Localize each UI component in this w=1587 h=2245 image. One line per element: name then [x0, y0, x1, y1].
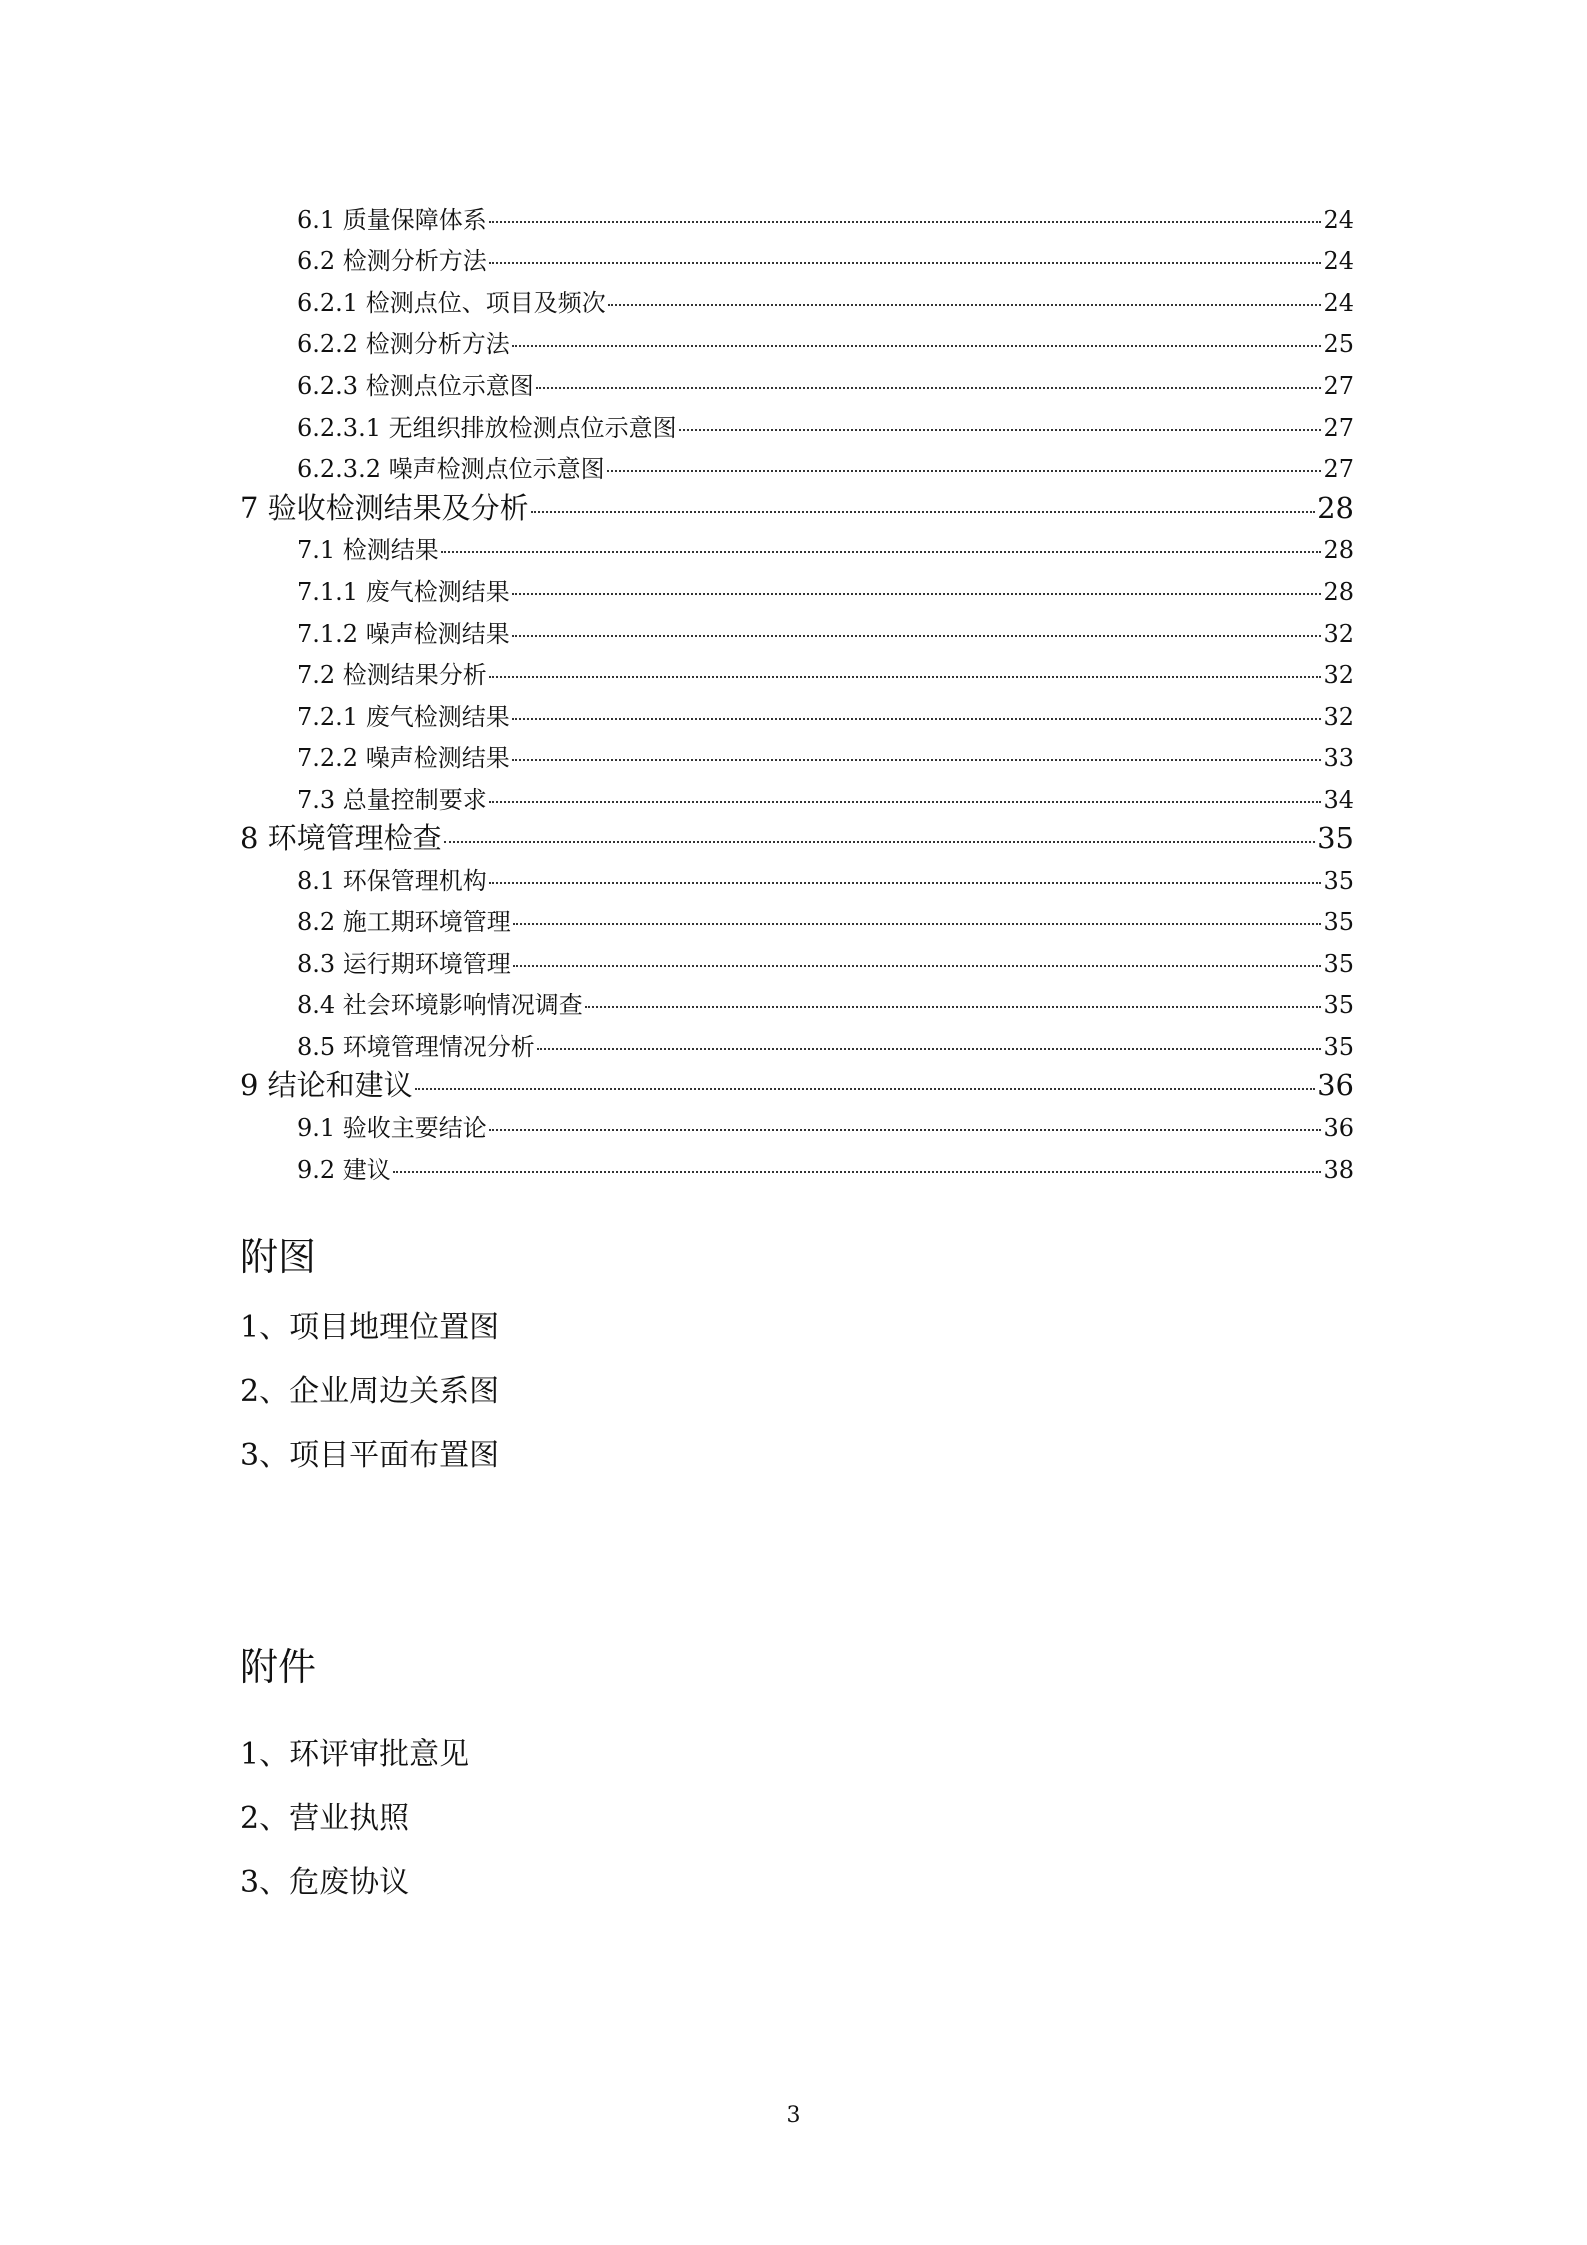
toc-leader-dots — [512, 635, 1322, 637]
toc-leader-dots — [513, 923, 1322, 925]
attachment-item: 1、环评审批意见 — [240, 1737, 470, 1772]
toc-leader-dots — [415, 1088, 1315, 1090]
toc-entry[interactable] — [297, 1108, 1354, 1143]
toc-chapter-entry[interactable] — [240, 486, 1354, 527]
toc-entry-label: 6.2.3.1 无组织排放检测点位示意图 — [297, 414, 677, 442]
toc-entry-label: 9.1 验收主要结论 — [297, 1114, 487, 1142]
toc-entry-label: 6.1 质量保障体系 — [297, 206, 487, 234]
toc-entry-label: 8.5 环境管理情况分析 — [297, 1033, 535, 1061]
toc-entry-page: 35 — [1323, 991, 1354, 1019]
toc-entry-page: 35 — [1323, 950, 1354, 978]
toc-entry-label: 8.4 社会环境影响情况调查 — [297, 991, 583, 1019]
figure-item: 1、项目地理位置图 — [240, 1310, 500, 1345]
toc-leader-dots — [536, 387, 1322, 389]
toc-entry[interactable] — [297, 366, 1354, 401]
toc-leader-dots — [441, 551, 1322, 553]
toc-entry-page: 28 — [1323, 536, 1354, 564]
toc-leader-dots — [512, 759, 1322, 761]
toc-entry-page: 35 — [1317, 821, 1354, 855]
toc-leader-dots — [489, 882, 1322, 884]
figures-heading: 附图 — [240, 1235, 317, 1279]
toc-entry-page: 32 — [1323, 661, 1354, 689]
toc-entry-label: 8.2 施工期环境管理 — [297, 908, 511, 936]
toc-entry[interactable] — [297, 324, 1354, 359]
toc-entry-label: 6.2.1 检测点位、项目及频次 — [297, 289, 606, 317]
toc-entry-page: 36 — [1317, 1068, 1354, 1102]
toc-entry-page: 24 — [1323, 289, 1354, 317]
toc-entry-page: 33 — [1323, 744, 1354, 772]
toc-entry[interactable] — [297, 944, 1354, 979]
toc-entry[interactable] — [297, 200, 1354, 235]
toc-chapter-entry[interactable] — [240, 1063, 1354, 1104]
toc-entry-page: 24 — [1323, 247, 1354, 275]
toc-leader-dots — [489, 221, 1322, 223]
toc-entry-label: 7.2.1 废气检测结果 — [297, 703, 510, 731]
toc-entry[interactable] — [297, 655, 1354, 690]
toc-leader-dots — [531, 511, 1315, 513]
toc-entry-page: 38 — [1323, 1156, 1354, 1184]
page-number: 3 — [786, 2103, 801, 2128]
toc-entry[interactable] — [297, 572, 1354, 607]
toc-entry[interactable] — [297, 780, 1354, 815]
toc-entry-label: 7.2 检测结果分析 — [297, 661, 487, 689]
toc-entry-label: 8.1 环保管理机构 — [297, 867, 487, 895]
toc-entry-page: 24 — [1323, 206, 1354, 234]
toc-leader-dots — [585, 1006, 1322, 1008]
toc-leader-dots — [512, 718, 1322, 720]
toc-leader-dots — [393, 1171, 1322, 1173]
toc-entry-label: 8.3 运行期环境管理 — [297, 950, 511, 978]
toc-entry-page: 27 — [1323, 455, 1354, 483]
toc-entry[interactable] — [297, 902, 1354, 937]
toc-entry-page: 35 — [1323, 908, 1354, 936]
toc-entry-label: 7.1 检测结果 — [297, 536, 439, 564]
toc-leader-dots — [608, 304, 1322, 306]
toc-entry-label: 6.2.2 检测分析方法 — [297, 330, 510, 358]
toc-leader-dots — [489, 801, 1322, 803]
toc-leader-dots — [512, 345, 1322, 347]
toc-leader-dots — [489, 1129, 1322, 1131]
toc-entry[interactable] — [297, 985, 1354, 1020]
toc-entry[interactable] — [297, 861, 1354, 896]
toc-entry-page: 32 — [1323, 620, 1354, 648]
toc-entry-page: 36 — [1323, 1114, 1354, 1142]
toc-leader-dots — [444, 841, 1315, 843]
toc-leader-dots — [607, 470, 1322, 472]
figure-item: 3、项目平面布置图 — [240, 1438, 500, 1473]
toc-entry[interactable] — [297, 241, 1354, 276]
toc-entry[interactable] — [297, 697, 1354, 732]
toc-entry-label: 7.3 总量控制要求 — [297, 786, 487, 814]
toc-leader-dots — [513, 965, 1322, 967]
toc-entry-label: 7.1.1 废气检测结果 — [297, 578, 510, 606]
toc-entry[interactable] — [297, 614, 1354, 649]
toc-leader-dots — [537, 1048, 1322, 1050]
toc-entry-page: 25 — [1323, 330, 1354, 358]
toc-entry[interactable] — [297, 1150, 1354, 1185]
attachment-item: 2、营业执照 — [240, 1801, 410, 1836]
toc-entry-page: 35 — [1323, 867, 1354, 895]
toc-entry-page: 32 — [1323, 703, 1354, 731]
toc-entry-label: 6.2.3 检测点位示意图 — [297, 372, 534, 400]
toc-entry-page: 27 — [1323, 372, 1354, 400]
toc-entry[interactable] — [297, 530, 1354, 565]
toc-leader-dots — [489, 676, 1322, 678]
toc-entry-label: 9 结论和建议 — [240, 1068, 413, 1102]
toc-entry[interactable] — [297, 1027, 1354, 1062]
toc-entry-label: 7.1.2 噪声检测结果 — [297, 620, 510, 648]
toc-entry-label: 6.2.3.2 噪声检测点位示意图 — [297, 455, 605, 483]
toc-leader-dots — [679, 429, 1322, 431]
toc-entry-page: 27 — [1323, 414, 1354, 442]
attachment-item: 3、危废协议 — [240, 1865, 410, 1900]
toc-entry-page: 28 — [1317, 491, 1354, 525]
toc-entry-label: 9.2 建议 — [297, 1156, 391, 1184]
toc-entry-label: 8 环境管理检查 — [240, 821, 442, 855]
toc-entry[interactable] — [297, 408, 1354, 443]
toc-entry-page: 35 — [1323, 1033, 1354, 1061]
toc-entry-label: 7 验收检测结果及分析 — [240, 491, 529, 525]
toc-entry-label: 6.2 检测分析方法 — [297, 247, 487, 275]
figure-item: 2、企业周边关系图 — [240, 1374, 500, 1409]
toc-entry-page: 34 — [1323, 786, 1354, 814]
toc-chapter-entry[interactable] — [240, 816, 1354, 857]
toc-entry-page: 28 — [1323, 578, 1354, 606]
toc-entry[interactable] — [297, 449, 1354, 484]
toc-leader-dots — [512, 593, 1322, 595]
attachments-heading: 附件 — [240, 1645, 317, 1689]
toc-entry[interactable] — [297, 738, 1354, 773]
toc-leader-dots — [489, 262, 1322, 264]
toc-entry-label: 7.2.2 噪声检测结果 — [297, 744, 510, 772]
toc-entry[interactable] — [297, 283, 1354, 318]
